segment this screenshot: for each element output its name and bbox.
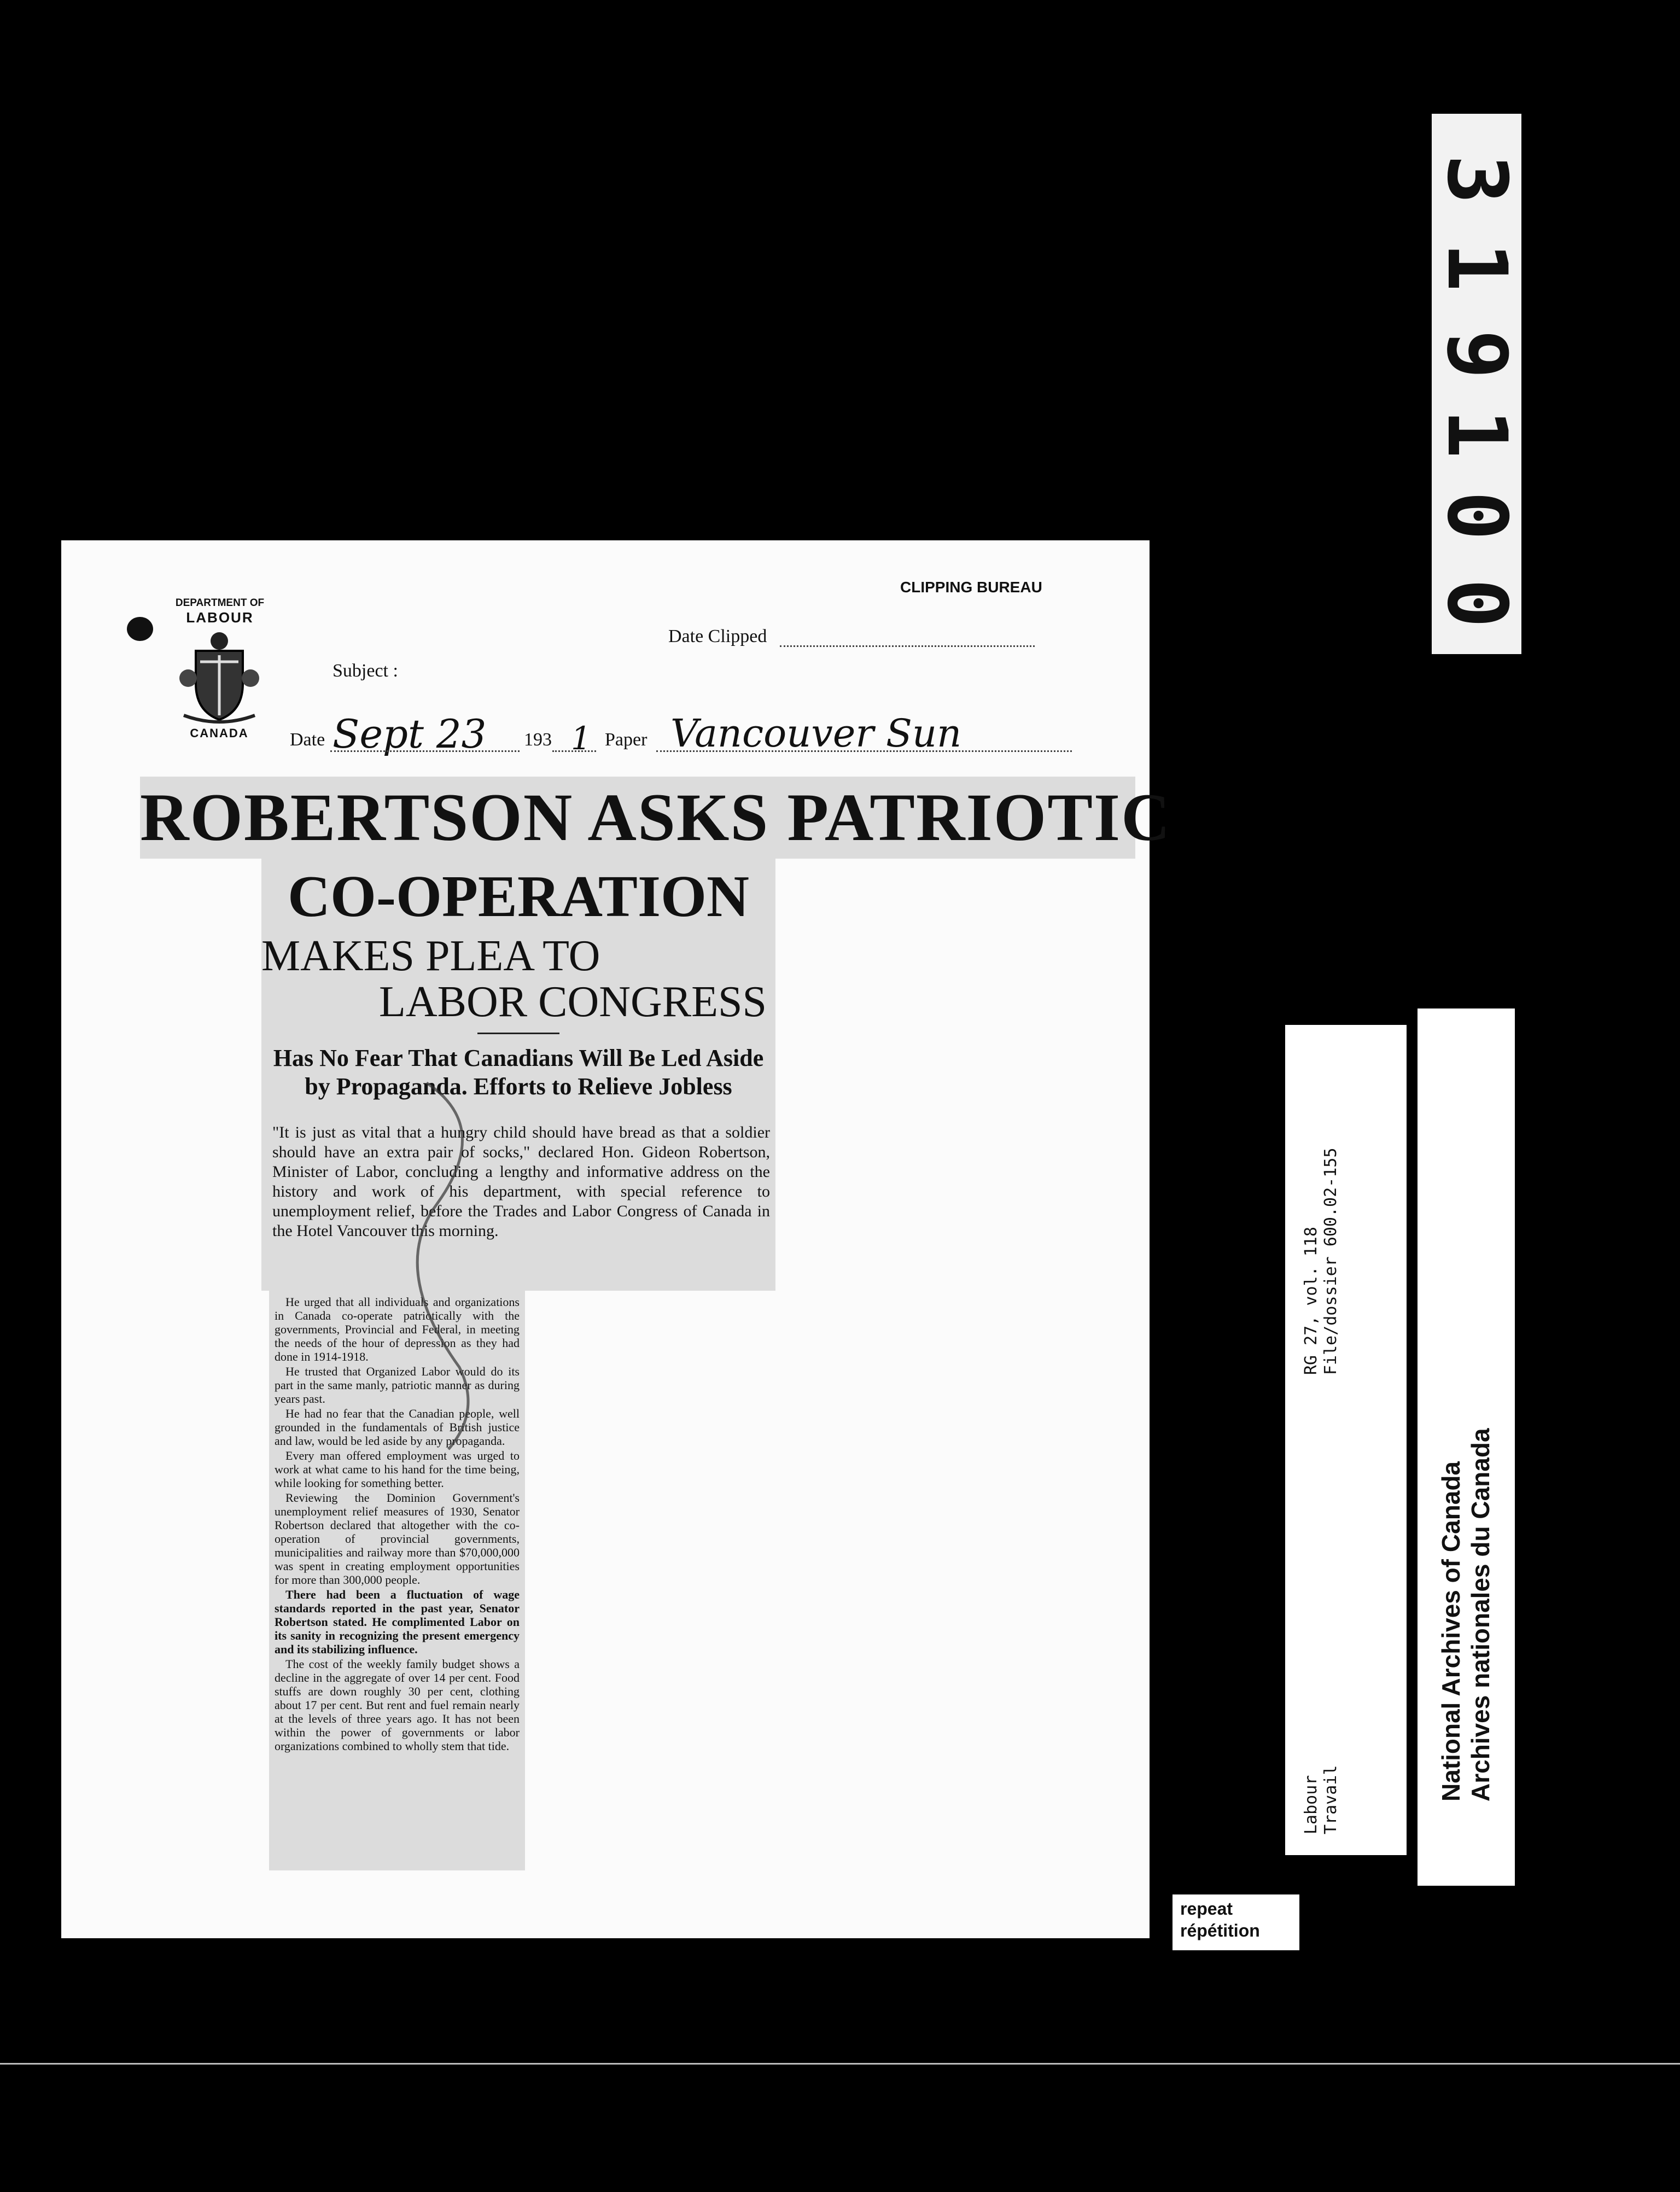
date-clipped-line: [780, 645, 1035, 647]
clipping-bureau-label: CLIPPING BUREAU: [900, 579, 1042, 596]
article-lead: "It is just as vital that a hungry child should have bread as that a soldier should have an extra pair of socks," declared Hon. Gideon Robertson, Minister of Labor, concluding a lengthy and informative address on the history and work of his department, with special reference to unemployment relief, before the Trades and Labor Congress of Canada in the Hotel Vancouver this morning.: [272, 1123, 770, 1240]
year-printed: 193: [524, 730, 552, 750]
frame-digit: 1: [1429, 242, 1524, 292]
headline-continued: CO-OPERATION: [287, 864, 749, 929]
coat-of-arms-icon: [178, 629, 260, 725]
date-clipped-label: Date Clipped: [668, 626, 767, 646]
year-line: [552, 750, 596, 752]
frame-digit: 0: [1429, 578, 1524, 628]
article-top-clipping: [261, 859, 775, 1291]
headline: ROBERTSON ASKS PATRIOTIC: [140, 780, 1171, 855]
ref-line4: Travail: [1321, 1765, 1340, 1834]
frame-number-box: [1429, 114, 1524, 654]
subhead-rule: [477, 1033, 559, 1034]
ref-line2: File/dossier 600.02-155: [1321, 1147, 1340, 1375]
year-handwritten: 1: [571, 720, 591, 757]
ref-line1: RG 27, vol. 118: [1302, 1227, 1321, 1375]
article-paragraph: Every man offered employment was urged to work at what came to his hand for the time being, while looking for something better.: [275, 1449, 520, 1490]
headline-strip: [140, 777, 1171, 859]
paper-line: [656, 750, 1072, 752]
article-paragraph: He urged that all individuals and organizations in Canada co-operate patriotically with the governments, Provincial and Federal, in meeting the needs of the hour of depression as they had done in 1914-1918.: [275, 1295, 520, 1363]
article-paragraph: The cost of the weekly family budget shows a decline in the aggregate of over 14 per cent. Food stuffs are down roughly 30 per cent, clothing about 17 per cent. But rent and fuel remain nearly at the levels of three years ago. It has not been within the power of governments or labor organizations combined to wholly stem that tide.: [275, 1657, 520, 1753]
date-line: [330, 750, 520, 752]
pencil-mark: [339, 1072, 503, 1455]
country-label: CANADA: [190, 726, 249, 740]
date-handwritten: Sept 23: [332, 711, 487, 757]
national-archives-label: [1418, 1008, 1515, 1886]
ref-line3: Labour: [1302, 1775, 1321, 1834]
article-paragraph: He had no fear that the Canadian people, well grounded in the fundamentals of British justice and law, would be led aside by any propaganda.: [275, 1407, 520, 1448]
article-paragraph: He trusted that Organized Labor would do its part in the same manly, patriotic manner as during years past.: [275, 1365, 520, 1406]
institution-en: National Archives of Canada: [1437, 1461, 1465, 1802]
institution-fr: Archives nationales du Canada: [1466, 1428, 1495, 1802]
date-label: Date: [290, 730, 325, 750]
paper-label: Paper: [605, 730, 648, 750]
article-paragraph: There had been a fluctuation of wage standards reported in the past year, Senator Robertson stated. He complimented Labor on its sanity in recognizing the present emergency and its stabilizing influence.: [275, 1588, 520, 1656]
paper-handwritten: Vancouver Sun: [670, 711, 962, 756]
subhead-line1: MAKES PLEA TO: [261, 932, 600, 980]
subhead-line2: LABOR CONGRESS: [378, 978, 767, 1026]
frame-digit: 0: [1429, 491, 1524, 541]
frame-digit: 1: [1429, 409, 1524, 459]
repeat-en: repeat: [1180, 1899, 1233, 1919]
article-deck: Has No Fear That Canadians Will Be Led Aside by Propaganda. Efforts to Relieve Jobless: [273, 1045, 764, 1100]
department-line2: LABOUR: [186, 609, 254, 626]
repeat-fr: répétition: [1180, 1921, 1260, 1940]
archive-reference-label: [1285, 1025, 1407, 1855]
repeat-label: [1172, 1894, 1299, 1950]
film-edge-line: [0, 2063, 1680, 2065]
frame-digit: 3: [1429, 154, 1524, 205]
subject-label: Subject :: [332, 661, 398, 681]
article-paragraph: Reviewing the Dominion Government's unemployment relief measures of 1930, Senator Robertson declared that altogether with the co-operation of provincial governments, municipalities and railway more than $70,000,000 was spent in creating employment opportunities for more than 300,000 people.: [275, 1491, 520, 1587]
frame-digit: 9: [1429, 329, 1524, 380]
department-line1: DEPARTMENT OF: [175, 597, 265, 609]
ink-blot: [127, 617, 153, 641]
department-name: [162, 597, 278, 626]
